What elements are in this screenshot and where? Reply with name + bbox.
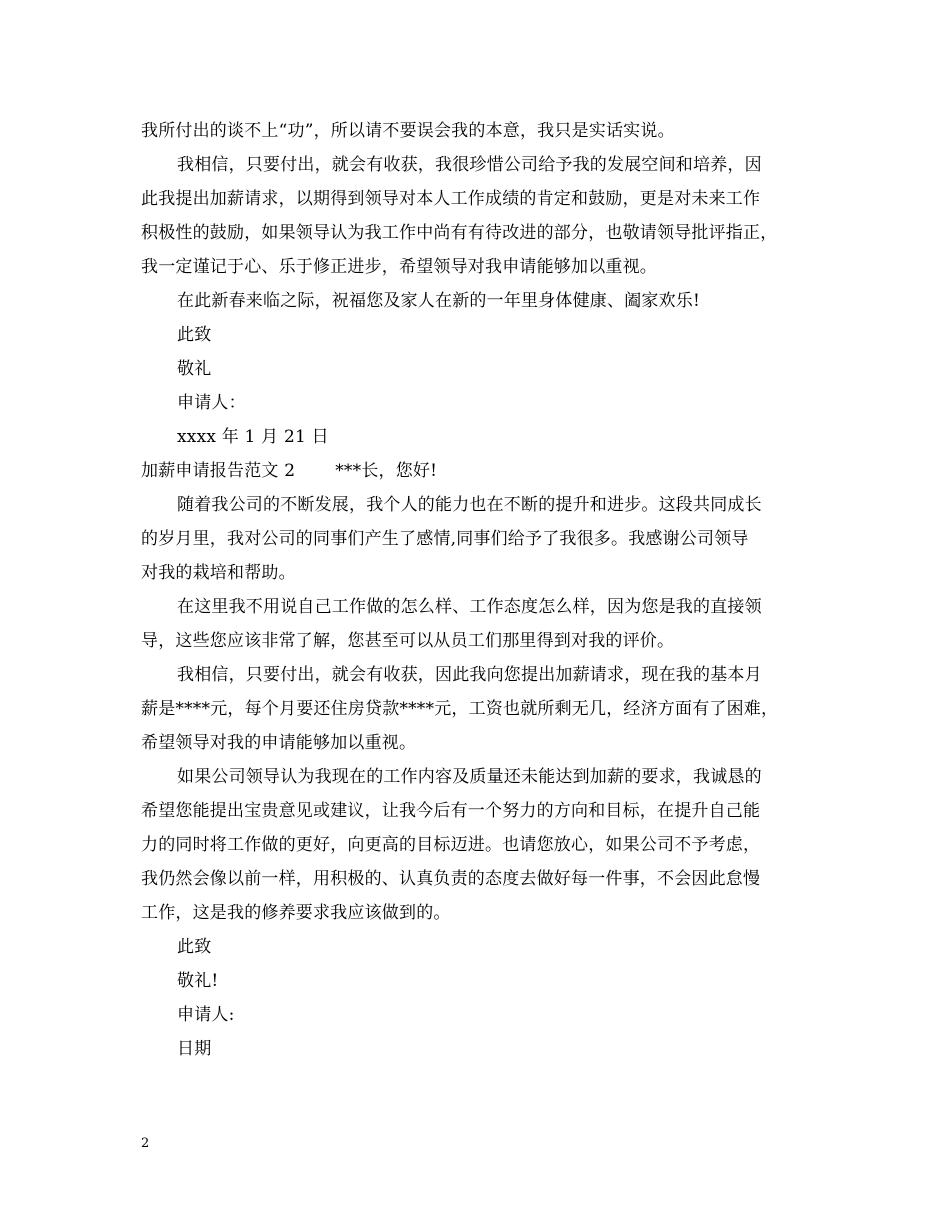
text-line: 我所付出的谈不上“功”，所以请不要误会我的本意，我只是实话实说。 bbox=[141, 121, 675, 141]
text-line: 力的同时将工作做的更好，向更高的目标迈进。也请您放心，如果公司不予考虑， bbox=[141, 835, 761, 855]
section-title: 加薪申请报告范文 2 bbox=[141, 461, 296, 481]
paragraph-line: 在此新春来临之际，祝福您及家人在新的一年里身体健康、阖家欢乐! bbox=[177, 291, 701, 311]
page-number: 2 bbox=[141, 1136, 150, 1151]
text-line: 薪是****元，每个月要还住房贷款****元，工资也就所剩无几，经济方面有了困难， bbox=[141, 699, 779, 719]
text-line: 希望领导对我的申请能够加以重视。 bbox=[141, 733, 417, 753]
text-line: 我仍然会像以前一样，用积极的、认真负责的态度去做好每一件事，不会因此怠慢 bbox=[141, 869, 761, 889]
closing-regards: 敬礼! bbox=[177, 971, 219, 991]
applicant-label: 申请人: bbox=[177, 1005, 235, 1025]
paragraph-line: 随着我公司的不断发展，我个人的能力也在不断的提升和进步。这段共同成长 bbox=[177, 495, 762, 515]
text-line: 导，这些您应该非常了解，您甚至可以从员工们那里得到对我的评价。 bbox=[141, 631, 675, 651]
paragraph-line: 我相信，只要付出，就会有收获，我很珍惜公司给予我的发展空间和培养，因 bbox=[177, 155, 762, 175]
closing-salutation: 此致 bbox=[177, 325, 212, 345]
text-line: 积极性的鼓励，如果领导认为我工作中尚有有待改进的部分，也敬请领导批评指正， bbox=[141, 223, 778, 243]
date-label: 日期 bbox=[177, 1039, 212, 1059]
text-line: 希望您能提出宝贵意见或建议，让我今后有一个努力的方向和目标，在提升自己能 bbox=[141, 801, 761, 821]
closing-regards: 敬礼 bbox=[177, 359, 212, 379]
document-body bbox=[141, 114, 821, 1066]
greeting: ***长，您好! bbox=[335, 461, 438, 481]
date-line: xxxx 年 1 月 21 日 bbox=[177, 427, 329, 447]
applicant-label: 申请人： bbox=[177, 393, 246, 413]
text-line: 我一定谨记于心、乐于修正进步，希望领导对我申请能够加以重视。 bbox=[141, 257, 657, 277]
paragraph-line: 如果公司领导认为我现在的工作内容及质量还未能达到加薪的要求，我诚恳的 bbox=[177, 767, 762, 787]
text-line: 的岁月里，我对公司的同事们产生了感情,同事们给予了我很多。我感谢公司领导 bbox=[141, 529, 749, 549]
text-line: 对我的栽培和帮助。 bbox=[141, 563, 296, 583]
text-line: 此我提出加薪请求，以期得到领导对本人工作成绩的肯定和鼓励，更是对未来工作 bbox=[141, 189, 761, 209]
paragraph-line: 我相信，只要付出，就会有收获，因此我向您提出加薪请求，现在我的基本月 bbox=[177, 665, 762, 685]
closing-salutation: 此致 bbox=[177, 937, 212, 957]
section-heading-line bbox=[141, 454, 821, 488]
paragraph-line: 在这里我不用说自己工作做的怎么样、工作态度怎么样，因为您是我的直接领 bbox=[177, 597, 762, 617]
text-line: 工作，这是我的修养要求我应该做到的。 bbox=[141, 903, 451, 923]
